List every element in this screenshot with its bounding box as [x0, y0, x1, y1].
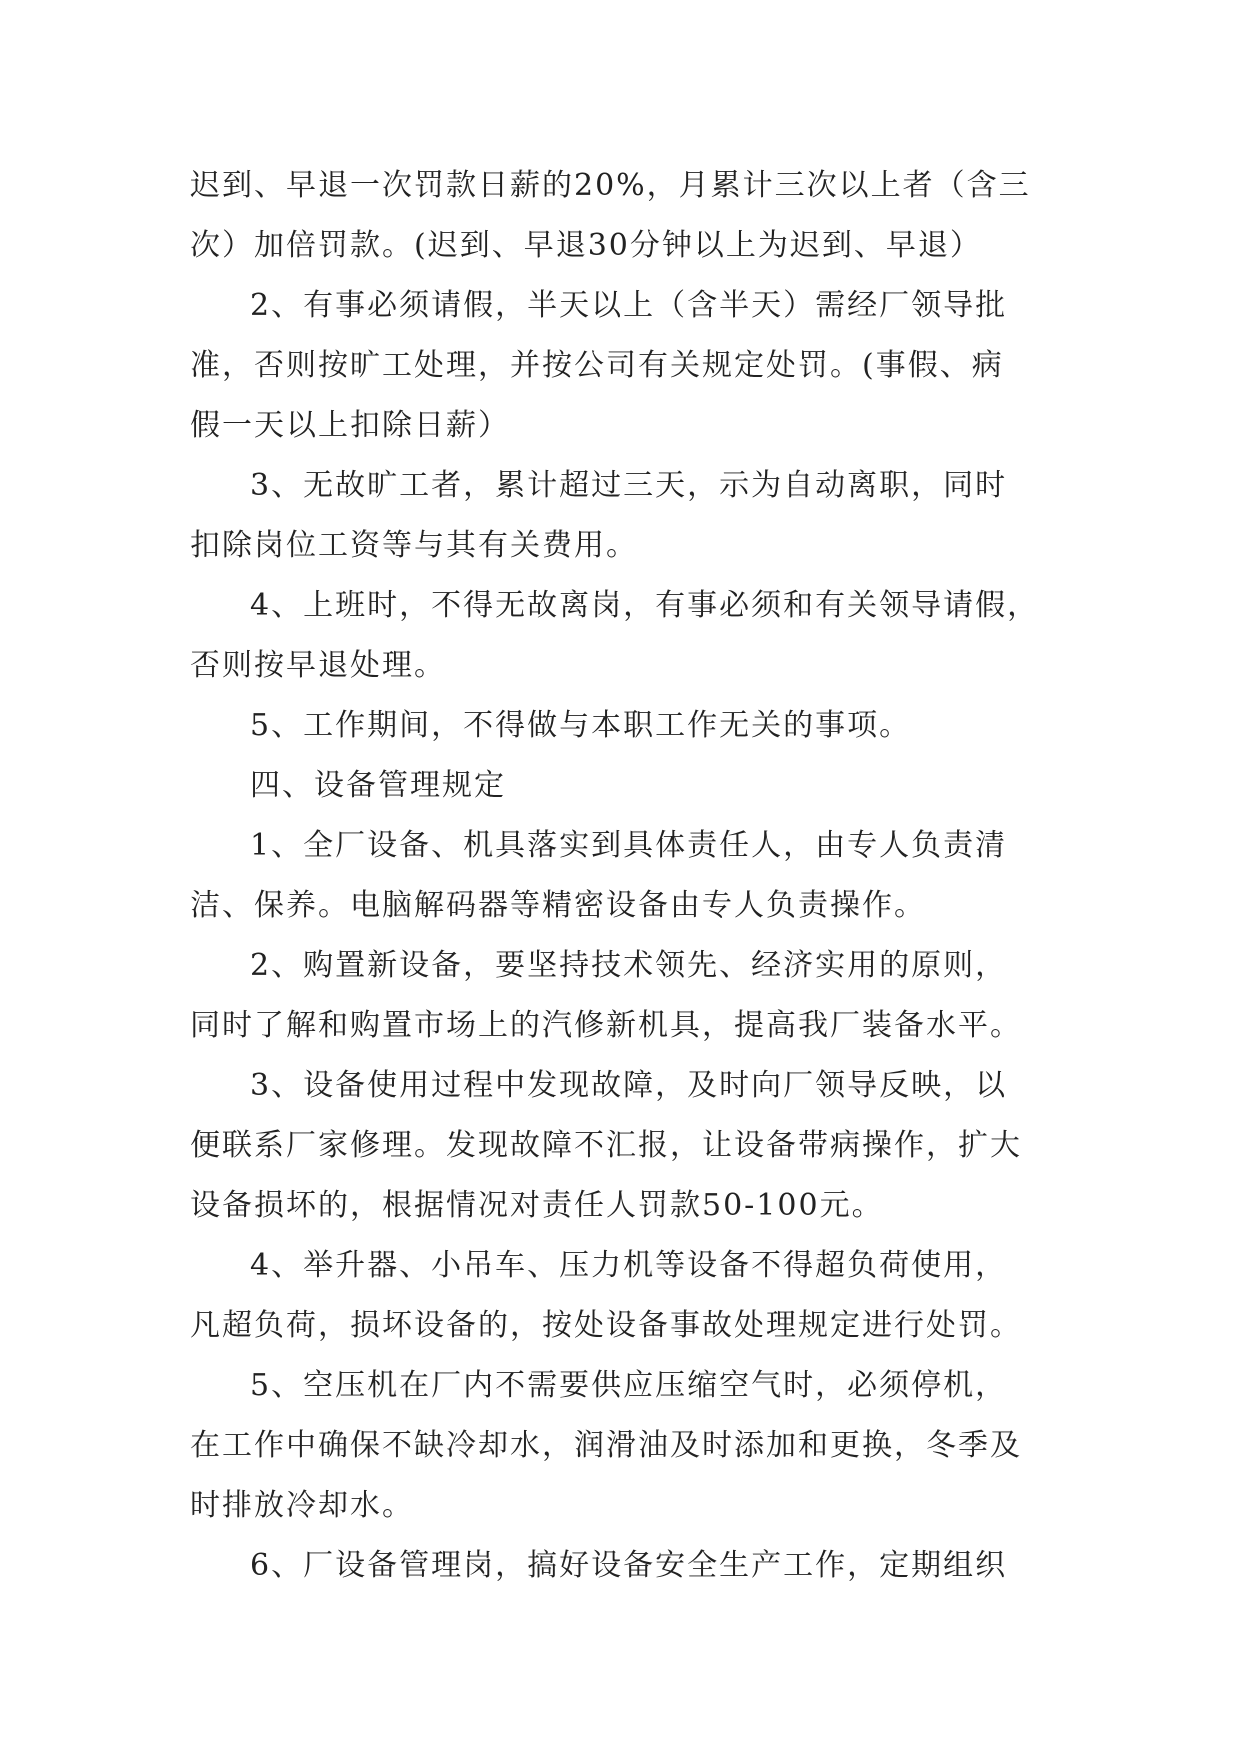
text-line: 5、工作期间，不得做与本职工作无关的事项。 — [250, 708, 912, 743]
text-line: 假一天以上扣除日薪） — [190, 408, 510, 443]
document-body — [190, 162, 1060, 1602]
text-line: 4、上班时，不得无故离岗，有事必须和有关领导请假， — [250, 588, 1040, 623]
text-line: 准，否则按旷工处理，并按公司有关规定处罚。(事假、病 — [190, 348, 1004, 383]
text-line: 扣除岗位工资等与其有关费用。 — [190, 528, 638, 563]
text-line: 迟到、早退一次罚款日薪的20%，月累计三次以上者（含三 — [190, 168, 1031, 203]
text-line: 便联系厂家修理。发现故障不汇报，让设备带病操作，扩大 — [190, 1128, 1022, 1163]
text-line: 2、有事必须请假，半天以上（含半天）需经厂领导批 — [250, 288, 1008, 323]
text-line: 3、无故旷工者，累计超过三天，示为自动离职，同时 — [250, 468, 1008, 503]
text-line: 在工作中确保不缺冷却水，润滑油及时添加和更换，冬季及 — [190, 1428, 1022, 1463]
text-line: 4、举升器、小吊车、压力机等设备不得超负荷使用， — [250, 1248, 1008, 1283]
text-line: 3、设备使用过程中发现故障，及时向厂领导反映，以 — [250, 1068, 1008, 1103]
text-line: 时排放冷却水。 — [190, 1488, 414, 1523]
text-line: 同时了解和购置市场上的汽修新机具，提高我厂装备水平。 — [190, 1008, 1022, 1043]
text-line: 设备损坏的，根据情况对责任人罚款50-100元。 — [190, 1188, 884, 1223]
text-line: 1、全厂设备、机具落实到具体责任人，由专人负责清 — [250, 828, 1008, 863]
section-heading: 四、设备管理规定 — [250, 768, 506, 803]
text-line: 5、空压机在厂内不需要供应压缩空气时，必须停机， — [250, 1368, 1008, 1403]
text-line: 次）加倍罚款。(迟到、早退30分钟以上为迟到、早退） — [190, 228, 982, 263]
text-line: 6、厂设备管理岗，搞好设备安全生产工作，定期组织 — [250, 1548, 1008, 1583]
text-line: 凡超负荷，损坏设备的，按处设备事故处理规定进行处罚。 — [190, 1308, 1022, 1343]
text-line: 否则按早退处理。 — [190, 648, 446, 683]
text-line: 洁、保养。电脑解码器等精密设备由专人负责操作。 — [190, 888, 926, 923]
text-line: 2、购置新设备，要坚持技术领先、经济实用的原则， — [250, 948, 1008, 983]
